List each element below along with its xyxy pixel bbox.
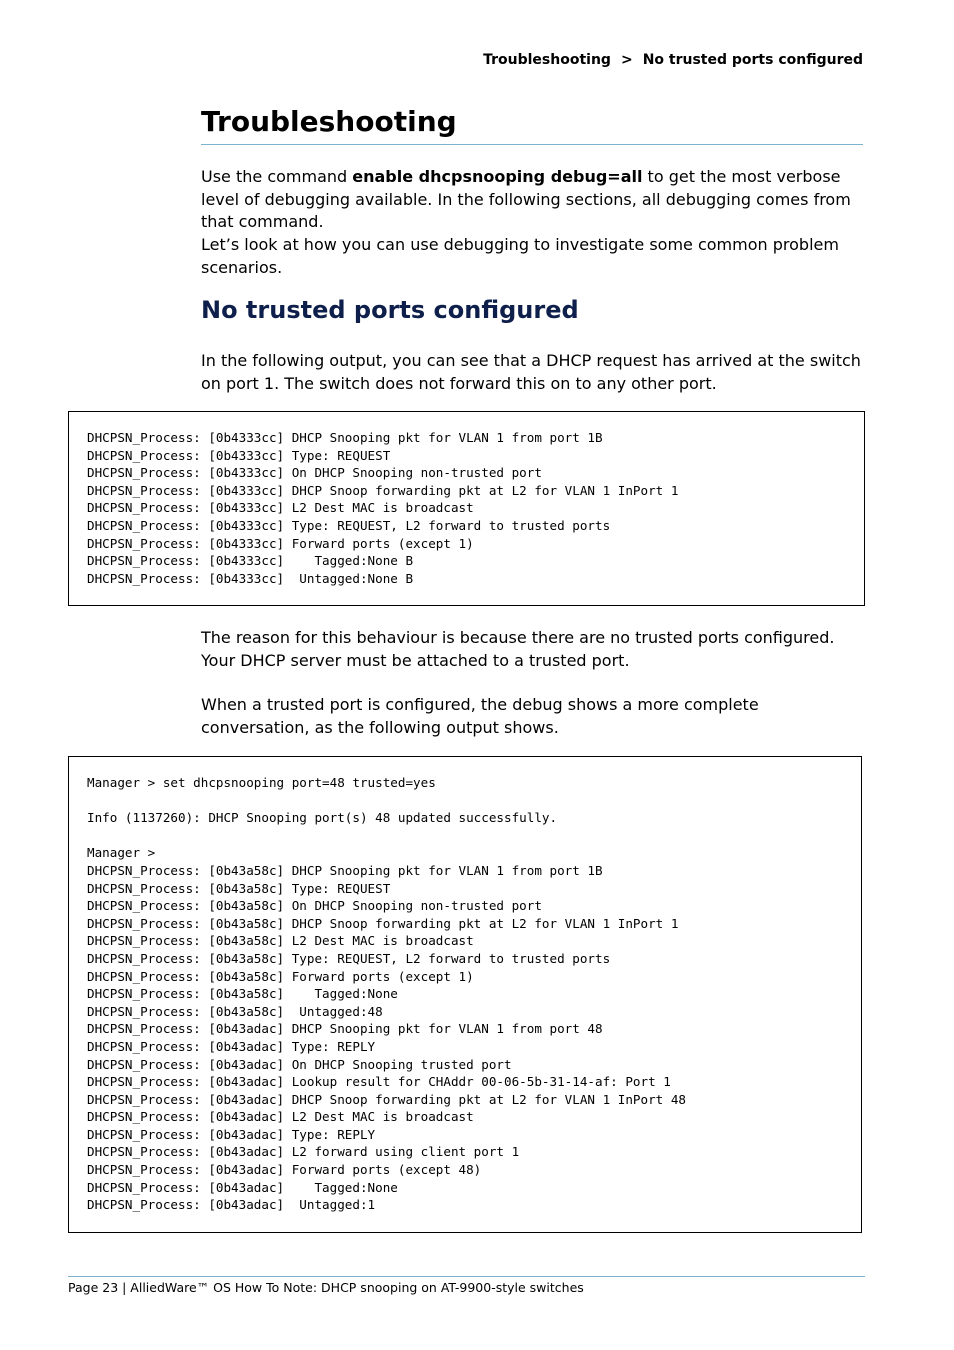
code-line: DHCPSN_Process: [0b4333cc] DHCP Snooping pkt for VLAN 1 from port 1B (87, 430, 603, 445)
intro-post: to get the most verbose level of debugging available. In the following sections, all debugging comes from that command. (201, 167, 851, 231)
code-line: DHCPSN_Process: [0b4333cc] On DHCP Snooping non-trusted port (87, 465, 542, 481)
section-heading: No trusted ports configured (201, 296, 579, 324)
page-title: Troubleshooting (201, 105, 457, 138)
breadcrumb-topic: No trusted ports configured (642, 52, 863, 68)
code-line: DHCPSN_Process: [0b43adac] Untagged:1 (87, 1197, 376, 1213)
code-line: DHCPSN_Process: [0b4333cc] Forward ports (except 1) (87, 535, 474, 551)
code-line: Info (1137260): DHCP Snooping port(s) 48 updated successfully. (87, 810, 558, 826)
code-line: Manager > (87, 845, 156, 861)
code-line: DHCPSN_Process: [0b43adac] L2 Dest MAC is broadcast (87, 1109, 474, 1125)
code-line: DHCPSN_Process: [0b43adac] Lookup result for CHAddr 00-06-5b-31-14-af: Port 1 (87, 1074, 671, 1090)
intro-paragraph (201, 166, 866, 234)
code-line: DHCPSN_Process: [0b43a58c] Forward ports (except 1) (87, 968, 474, 984)
code-line: DHCPSN_Process: [0b43adac] DHCP Snoop forwarding pkt at L2 for VLAN 1 InPort 48 (87, 1091, 686, 1107)
code-line: DHCPSN_Process: [0b43a58c] Type: REQUEST, L2 forward to trusted ports (87, 950, 611, 966)
code-line: DHCPSN_Process: [0b43a58c] DHCP Snoop forwarding pkt at L2 for VLAN 1 InPort 1 (87, 915, 679, 931)
paragraph-3: When a trusted port is configured, the debug shows a more complete conversation, as the following output shows. (201, 695, 759, 737)
code-line: DHCPSN_Process: [0b43a58c] Untagged:48 (87, 1003, 383, 1019)
paragraph-2: The reason for this behaviour is because there are no trusted ports configured. Your DHCP server must be attached to a trusted port. (201, 628, 835, 670)
code-line: DHCPSN_Process: [0b43adac] On DHCP Snooping trusted port (87, 1056, 512, 1072)
title-divider (201, 144, 863, 145)
code-line: DHCPSN_Process: [0b4333cc] Type: REQUEST, L2 forward to trusted ports (87, 517, 611, 533)
code-line: DHCPSN_Process: [0b43a58c] Tagged:None (87, 986, 398, 1002)
code-line: DHCPSN_Process: [0b43adac] Forward ports (except 48) (87, 1162, 482, 1178)
code-line: DHCPSN_Process: [0b43adac] L2 forward using client port 1 (87, 1144, 520, 1160)
code-line: DHCPSN_Process: [0b4333cc] DHCP Snoop forwarding pkt at L2 for VLAN 1 InPort 1 (87, 482, 679, 498)
code-block-1 (68, 411, 865, 606)
footer-divider (68, 1276, 865, 1277)
code-line: DHCPSN_Process: [0b43adac] Type: REPLY (87, 1038, 376, 1054)
code-line: DHCPSN_Process: [0b4333cc] Tagged:None B (87, 553, 414, 569)
code-line: Manager > set dhcpsnooping port=48 trusted=yes (87, 775, 436, 790)
code-line (87, 827, 861, 845)
intro-paragraph-2: Let’s look at how you can use debugging to investigate some common problem scenarios. (201, 235, 839, 277)
code-line: DHCPSN_Process: [0b43a58c] Type: REQUEST (87, 880, 391, 896)
intro-command: enable dhcpsnooping debug=all (352, 167, 643, 186)
breadcrumb-section: Troubleshooting (483, 52, 611, 68)
code-line: DHCPSN_Process: [0b4333cc] Type: REQUEST (87, 447, 391, 463)
code-line: DHCPSN_Process: [0b4333cc] Untagged:None B (87, 570, 414, 586)
code-line: DHCPSN_Process: [0b43a58c] L2 Dest MAC is broadcast (87, 933, 474, 949)
code-line: DHCPSN_Process: [0b43adac] DHCP Snooping pkt for VLAN 1 from port 48 (87, 1021, 603, 1037)
breadcrumb-separator: > (620, 52, 633, 68)
code-line: DHCPSN_Process: [0b43a58c] DHCP Snooping pkt for VLAN 1 from port 1B (87, 862, 603, 878)
intro-pre: Use the command (201, 167, 353, 186)
paragraph-1: In the following output, you can see that a DHCP request has arrived at the switch on port 1. The switch does not forward this on to any other port. (201, 351, 861, 393)
code-block-2 (68, 756, 862, 1233)
breadcrumb (483, 52, 863, 68)
code-line: DHCPSN_Process: [0b43adac] Tagged:None (87, 1179, 398, 1195)
code-line: DHCPSN_Process: [0b43adac] Type: REPLY (87, 1126, 376, 1142)
code-line: DHCPSN_Process: [0b43a58c] On DHCP Snooping non-trusted port (87, 898, 542, 914)
code-line (87, 792, 861, 810)
page-footer: Page 23 | AlliedWare™ OS How To Note: DHCP snooping on AT-9900-style switches (68, 1280, 584, 1295)
code-line: DHCPSN_Process: [0b4333cc] L2 Dest MAC is broadcast (87, 500, 474, 516)
